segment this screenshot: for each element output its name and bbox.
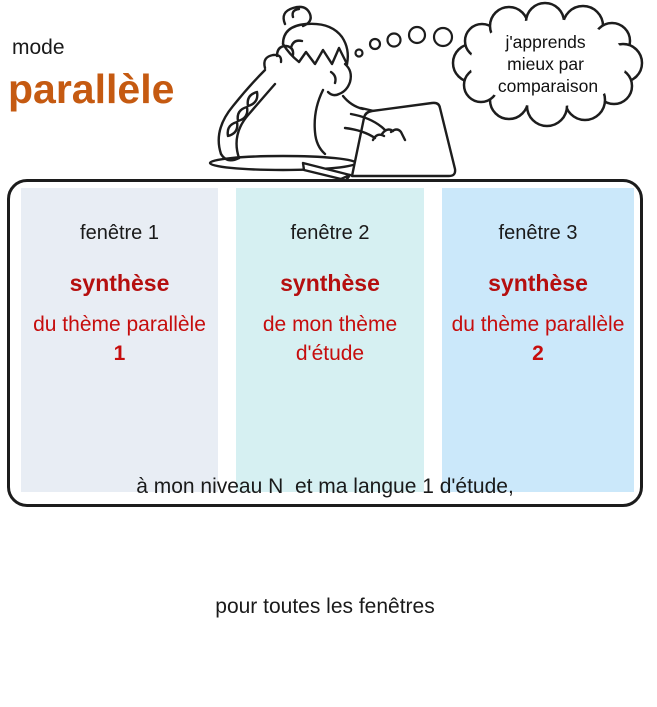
window-2-line1: de mon thème [262,313,398,336]
desk-line [210,156,356,170]
window-2-title: fenêtre 2 [290,222,370,244]
window-2-line2: d'étude [295,342,365,365]
window-1-heading: synthèse [69,270,170,296]
main-panel [7,179,643,618]
window-3-line1: du thème parallèle [451,313,625,336]
thought-bubble [348,0,650,135]
window-2-heading: synthèse [280,270,380,296]
panel-footer-line2: pour toutes les fenêtres [215,595,435,618]
window-1-line2: 1 [113,342,126,365]
window-1-line1: du thème parallèle [33,313,206,336]
thought-bubble-text: j'apprends mieux par comparaison [497,32,599,96]
thought-dots [356,27,453,57]
panel-footer [10,387,640,707]
panel-footer-line1: à mon niveau N et ma langue 1 d'étude, [136,475,514,498]
window-3-title: fenêtre 3 [498,222,578,244]
window-3-heading: synthèse [488,270,588,296]
window-1-title: fenêtre 1 [80,222,159,244]
person-raised-arm [219,70,275,160]
page-title: parallèle [8,66,175,112]
window-3-line2: 2 [532,342,544,365]
mode-label: mode [12,36,65,59]
